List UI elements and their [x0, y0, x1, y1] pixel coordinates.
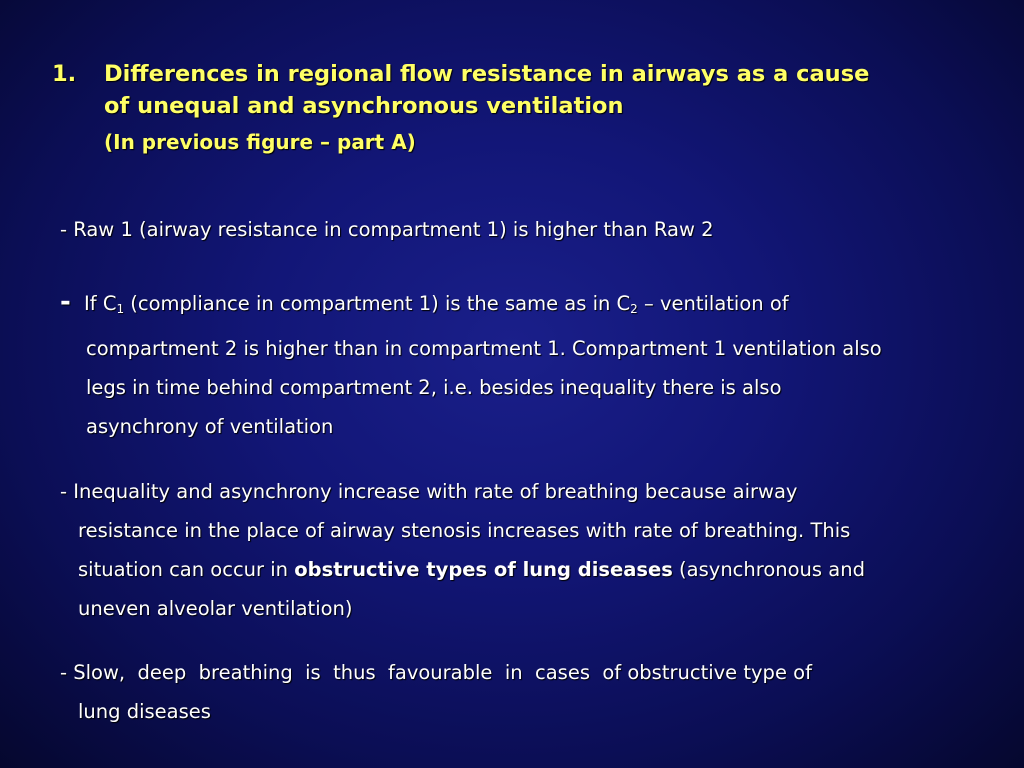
bullet-raw-text: - Raw 1 (airway resistance in compartment 1) is higher than Raw 2	[60, 218, 714, 241]
bullet-compliance	[60, 283, 882, 446]
bullet-inequality-line-3	[60, 550, 865, 589]
text-obstructive-bold: obstructive types of lung diseases	[294, 558, 673, 581]
bullet-dash: -	[60, 287, 71, 317]
bullet-compliance-line-4: asynchrony of ventilation	[86, 415, 334, 438]
heading-line-2: of unequal and asynchronous ventilation	[104, 93, 624, 119]
bullet-slow-line-2: lung diseases	[78, 700, 211, 723]
bullet-compliance-line-2: compartment 2 is higher than in compartment 1. Compartment 1 ventilation also	[86, 337, 882, 360]
subscript-1: 1	[116, 302, 125, 316]
bullet-inequality-line-2: resistance in the place of airway stenosis increases with rate of breathing. This	[78, 519, 851, 542]
slide-heading	[52, 58, 869, 158]
heading-text-1: Differences in regional flow resistance in airways as a cause	[104, 61, 870, 87]
heading-line-1	[52, 58, 869, 90]
bullet-compliance-line-3: legs in time behind compartment 2, i.e. besides inequality there is also	[86, 376, 782, 399]
subscript-2: 2	[630, 302, 638, 316]
text-ventilation-of: – ventilation of	[637, 292, 789, 315]
bullet-inequality-line-1: - Inequality and asynchrony increase with rate of breathing because airway	[60, 480, 798, 503]
bullet-inequality	[60, 472, 865, 628]
bullet-inequality-line-4: uneven alveolar ventilation)	[78, 597, 353, 620]
text-asynchronous: (asynchronous and	[672, 558, 865, 581]
bullet-slow-breathing	[60, 653, 812, 731]
bullet-slow-line-1: - Slow, deep breathing is thus favourable in cases of obstructive type of	[60, 661, 812, 684]
text-compliance: (compliance in compartment 1) is the same as in C	[124, 292, 631, 315]
bullet-raw	[60, 210, 714, 249]
text-if-c: If C	[84, 292, 117, 315]
heading-number: 1.	[52, 61, 77, 87]
text-situation: situation can occur in	[78, 558, 295, 581]
bullet-compliance-line-1	[60, 283, 882, 329]
heading-subtitle: (In previous figure – part A)	[104, 130, 416, 154]
